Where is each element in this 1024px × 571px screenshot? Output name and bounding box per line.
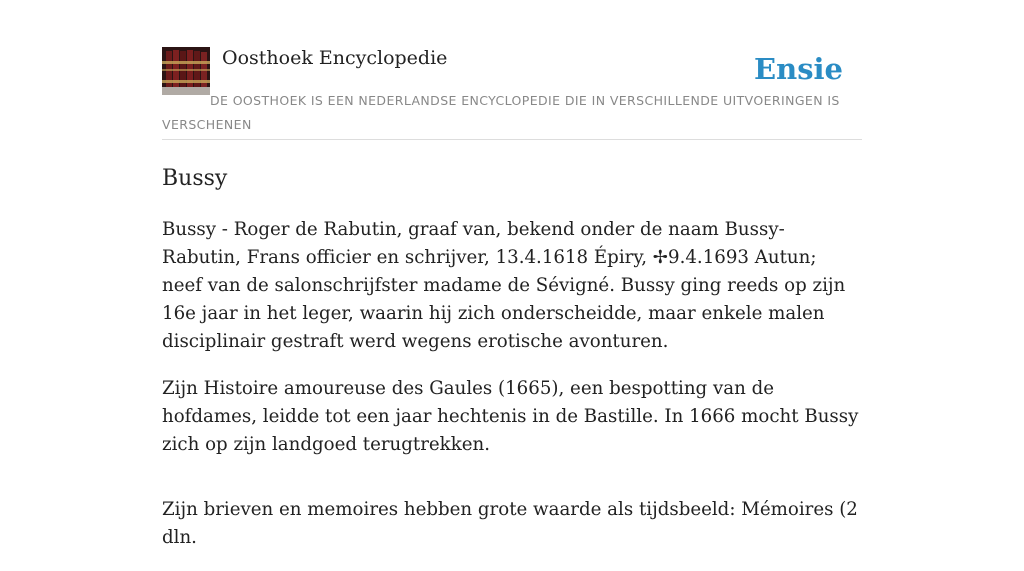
site-tagline: DE OOSTHOEK IS EEN NEDERLANDSE ENCYCLOPEDIE DIE IN VERSCHILLENDE UITVOERINGEN IS VERSCHENEN xyxy=(162,93,840,132)
article-paragraph: Zijn Histoire amoureuse des Gaules (1665), een bespotting van de hofdames, leidde tot een jaar hechtenis in de Bastille. In 1666 mocht Bussy zich op zijn landgoed terugtrekken. xyxy=(162,378,859,455)
header-divider xyxy=(162,139,862,140)
article-title: Bussy xyxy=(162,166,228,191)
brand-logo[interactable]: Ensie xyxy=(754,52,843,86)
encyclopedia-books-icon[interactable] xyxy=(162,47,210,95)
article-paragraph: Bussy - Roger de Rabutin, graaf van, bekend onder de naam Bussy-Rabutin, Frans officier en schrijver, 13.4.1618 Épiry, ✢9.4.1693 Autun; neef van de salonschrijfster madame de Sévigné. Bussy ging reeds op zijn 16e jaar in het leger, waarin hij zich onderscheidde, maar enkele malen disciplinair gestraft werd wegens erotische avonturen. xyxy=(162,219,846,352)
site-name[interactable]: Oosthoek Encyclopedie xyxy=(222,47,448,69)
article-paragraph: Zijn brieven en memoires hebben grote waarde als tijdsbeeld: Mémoires (2 dln. xyxy=(162,499,858,548)
article-body xyxy=(162,216,862,571)
page-container xyxy=(162,0,862,548)
